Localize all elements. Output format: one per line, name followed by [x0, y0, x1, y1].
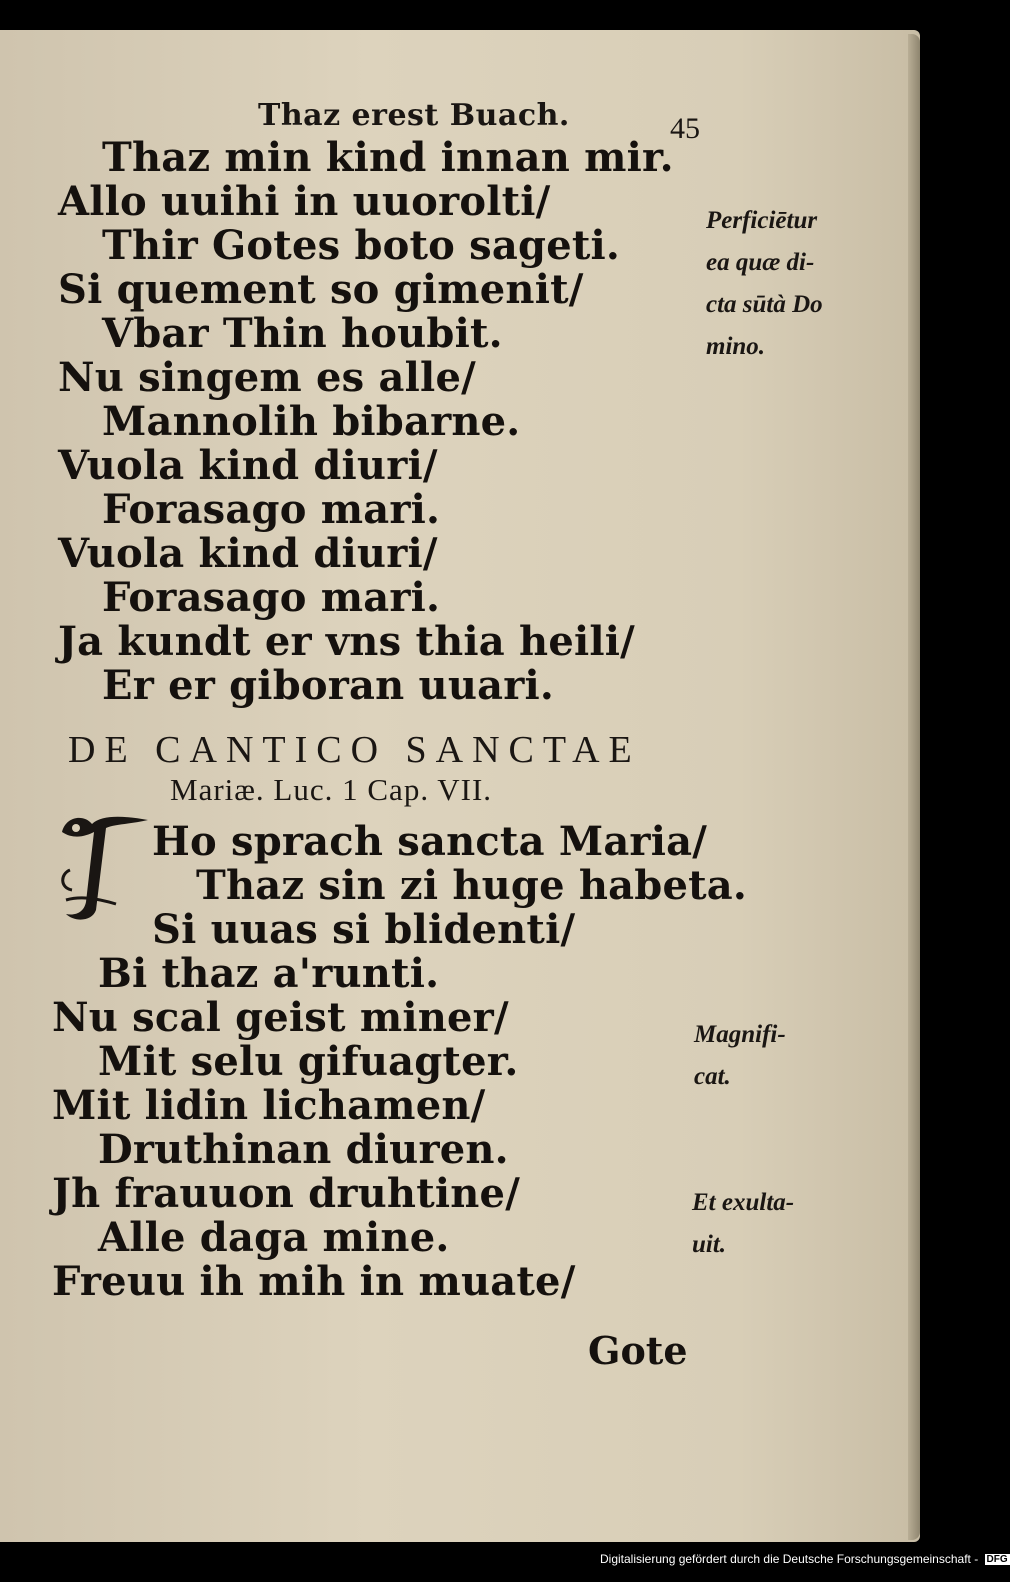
margin-note-line: mino. — [706, 333, 766, 360]
section-heading: DE CANTICO SANCTAE — [68, 729, 641, 771]
verse-line: Vbar Thin houbit. — [102, 310, 503, 357]
verse-line: Er er giboran uuari. — [102, 662, 555, 709]
verse-line: Freuu ih mih in muate/ — [52, 1258, 576, 1305]
verse-line: Forasago mari. — [102, 486, 441, 533]
verse-line: Allo uuihi in uuorolti/ — [58, 178, 551, 225]
verse-line: Vuola kind diuri/ — [58, 530, 438, 577]
margin-note — [706, 200, 823, 368]
page-number: 45 — [670, 112, 700, 145]
margin-note-line: Perficiētur — [706, 207, 818, 234]
margin-note — [692, 1182, 794, 1266]
verse-line: Vuola kind diuri/ — [58, 442, 438, 489]
verse-line: Si uuas si blidenti/ — [152, 906, 576, 953]
verse-line: Forasago mari. — [102, 574, 441, 621]
footer-text: Digitalisierung gefördert durch die Deutsche Forschungsgemeinschaft - — [600, 1552, 979, 1566]
verse-line: Alle daga mine. — [98, 1214, 450, 1261]
verse-line: Jh frauuon druhtine/ — [52, 1170, 521, 1217]
verse-line: Mit lidin lichamen/ — [52, 1082, 486, 1129]
margin-note-line: Magnifi- — [694, 1021, 786, 1048]
running-title: Thaz erest Buach. — [258, 98, 570, 133]
page-edge — [908, 34, 920, 1540]
verse-line: Nu singem es alle/ — [58, 354, 476, 401]
verse-line: Nu scal geist miner/ — [52, 994, 509, 1041]
verse-line: Ja kundt er vns thia heili/ — [58, 618, 635, 665]
verse-line: Bi thaz a'runti. — [98, 950, 440, 997]
verse-line: Thaz sin zi huge habeta. — [196, 862, 748, 909]
footer-credit — [600, 1552, 1010, 1566]
verse-line: Thir Gotes boto sageti. — [102, 222, 621, 269]
margin-note-line: uit. — [692, 1231, 727, 1258]
decorated-initial-icon — [56, 810, 156, 925]
dfg-logo-icon: DFG — [986, 1554, 1008, 1566]
catchword: Gote — [588, 1328, 688, 1373]
margin-note-line: cat. — [694, 1063, 731, 1090]
margin-note-line: Et exulta- — [692, 1189, 795, 1216]
verse-line: Mit selu gifuagter. — [98, 1038, 519, 1085]
verse-line: Druthinan diuren. — [98, 1126, 509, 1173]
margin-note-line: cta sūtà Do — [706, 291, 823, 318]
verse-line: Si quement so gimenit/ — [58, 266, 584, 313]
margin-note-line: ea quæ di- — [706, 249, 815, 276]
verse-line: Ho sprach sancta Maria/ — [152, 818, 708, 865]
verse-line: Mannolih bibarne. — [102, 398, 521, 445]
section-subheading: Mariæ. Luc. 1 Cap. VII. — [170, 772, 493, 807]
verse-line: Thaz min kind innan mir. — [102, 134, 674, 181]
margin-note — [694, 1014, 786, 1098]
